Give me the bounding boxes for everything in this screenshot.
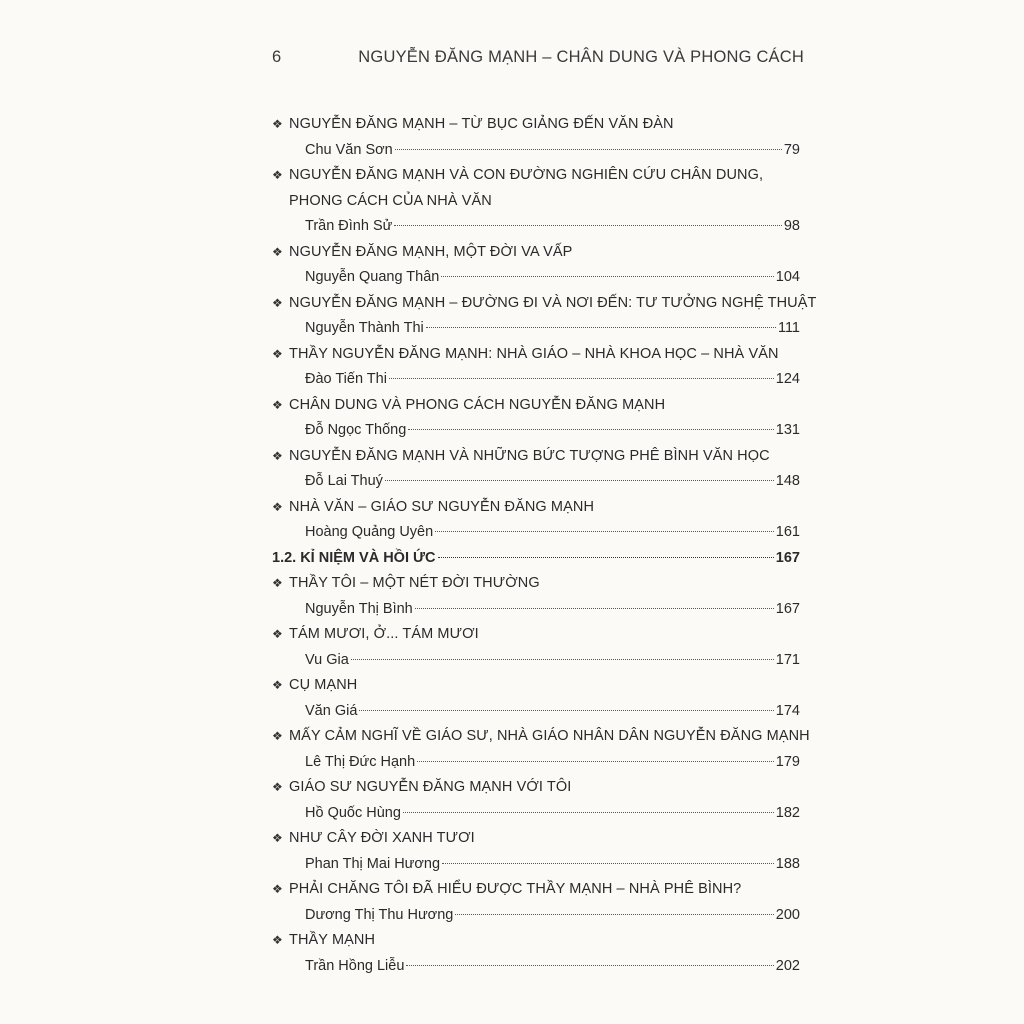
- diamond-bullet-icon: ❖: [272, 244, 283, 259]
- diamond-bullet-icon: ❖: [272, 346, 283, 361]
- dot-leader: [438, 557, 774, 558]
- dot-leader: [395, 149, 782, 150]
- toc-entry[interactable]: [272, 775, 800, 826]
- toc-entry[interactable]: [272, 673, 800, 724]
- entry-author-line: [272, 418, 800, 444]
- dot-leader: [435, 531, 774, 532]
- entry-title-line: [272, 444, 800, 470]
- entry-author: Nguyễn Thành Thi: [305, 320, 424, 336]
- page-number-ref: 202: [775, 957, 800, 974]
- diamond-bullet-icon: ❖: [272, 780, 283, 794]
- toc-entry[interactable]: [272, 571, 800, 622]
- dot-leader: [455, 914, 773, 915]
- entry-title-text: PHẢI CHĂNG TÔI ĐÃ HIỂU ĐƯỢC THẦY MẠNH – NHÀ PHÊ BÌNH?: [289, 881, 742, 897]
- entry-author: Dương Thị Thu Hương: [305, 906, 454, 923]
- dot-leader: [351, 659, 774, 660]
- entry-title-text: NGUYỄN ĐĂNG MẠNH – TỪ BỤC GIẢNG ĐẾN VĂN ĐÀN: [289, 116, 674, 132]
- page-number-ref: 131: [775, 422, 800, 438]
- toc-entry[interactable]: [272, 163, 800, 240]
- entry-author: Đỗ Lai Thuý: [305, 473, 383, 489]
- entry-title-text: GIÁO SƯ NGUYỄN ĐĂNG MẠNH VỚI TÔI: [289, 779, 572, 795]
- diamond-bullet-icon: ❖: [272, 831, 283, 845]
- entry-title-line: [272, 928, 800, 954]
- entry-author-line: [272, 801, 800, 827]
- page-number-ref: 167: [775, 600, 800, 617]
- page-number-ref: 182: [775, 804, 800, 821]
- toc-section-heading[interactable]: [272, 546, 800, 572]
- diamond-bullet-icon: ❖: [272, 448, 283, 463]
- entry-author: Chu Văn Sơn: [305, 141, 393, 158]
- diamond-bullet-icon: ❖: [272, 295, 283, 310]
- dot-leader: [385, 480, 774, 481]
- entry-author-line: [272, 214, 800, 240]
- toc-entry[interactable]: [272, 342, 800, 393]
- entry-author-line: [272, 903, 800, 929]
- entry-author-line: [272, 699, 800, 725]
- toc-entry[interactable]: [272, 444, 800, 495]
- entry-title-line: [272, 826, 800, 852]
- page-number-ref: 200: [775, 906, 800, 923]
- entry-title-text: MẤY CẢM NGHĨ VỀ GIÁO SƯ, NHÀ GIÁO NHÂN DÂN NGUYỄN ĐĂNG MẠNH: [289, 728, 810, 744]
- entry-title-line: [272, 571, 800, 597]
- dot-leader: [389, 378, 774, 379]
- entry-author: Văn Giá: [305, 702, 358, 719]
- entry-title-line: [272, 622, 800, 648]
- entry-title-text: NHƯ CÂY ĐỜI XANH TƯƠI: [289, 830, 475, 846]
- entry-title-line: [272, 291, 817, 317]
- page-number-ref: 124: [775, 371, 800, 387]
- page-number-ref: 167: [775, 549, 800, 566]
- toc-entry[interactable]: [272, 240, 800, 291]
- entry-title-text: NHÀ VĂN – GIÁO SƯ NGUYỄN ĐĂNG MẠNH: [289, 498, 595, 515]
- table-of-contents: [272, 112, 817, 979]
- entry-author: Đỗ Ngọc Thống: [305, 422, 407, 438]
- dot-leader: [442, 863, 774, 864]
- entry-title-text: TÁM MƯƠI, Ở... TÁM MƯƠI: [289, 626, 479, 642]
- entry-author: Nguyễn Quang Thân: [305, 269, 440, 285]
- diamond-bullet-icon: ❖: [272, 627, 283, 641]
- dot-leader: [408, 429, 774, 430]
- toc-entry[interactable]: [272, 877, 800, 928]
- page-number-ref: 179: [775, 753, 800, 770]
- entry-author-line: [272, 597, 800, 623]
- entry-title-line: [272, 163, 800, 189]
- entry-author-line: [272, 316, 800, 342]
- entry-author: Lê Thị Đức Hạnh: [305, 753, 416, 770]
- entry-title-line: [272, 240, 800, 266]
- entry-author-line: [272, 469, 800, 495]
- toc-entry[interactable]: [272, 291, 817, 342]
- entry-title-line: [272, 673, 800, 699]
- running-title: NGUYỄN ĐĂNG MẠNH – CHÂN DUNG VÀ PHONG CÁCH: [358, 48, 804, 66]
- entry-title-text: THẦY NGUYỄN ĐĂNG MẠNH: NHÀ GIÁO – NHÀ KHOA HỌC – NHÀ VĂN: [289, 345, 779, 362]
- entry-author-line: [272, 138, 800, 164]
- entry-title-text: CỤ MẠNH: [289, 677, 358, 693]
- entry-title-text: NGUYỄN ĐĂNG MẠNH, MỘT ĐỜI VA VẤP: [289, 243, 573, 260]
- page-number-ref: 111: [777, 320, 800, 336]
- entry-author: Trần Đình Sử: [305, 218, 393, 234]
- dot-leader: [394, 225, 782, 226]
- entry-author-line: [272, 367, 800, 393]
- entry-title-line: [272, 112, 800, 138]
- diamond-bullet-icon: ❖: [272, 168, 283, 182]
- page-number-ref: 98: [783, 218, 800, 234]
- entry-author-line: [272, 750, 800, 776]
- page-number-ref: 104: [775, 269, 800, 285]
- entry-title-text: THẦY TÔI – MỘT NÉT ĐỜI THƯỜNG: [289, 575, 540, 591]
- entry-author: Vu Gia: [305, 651, 349, 668]
- dot-leader: [426, 327, 776, 328]
- diamond-bullet-icon: ❖: [272, 397, 283, 412]
- page-number-ref: 174: [775, 702, 800, 719]
- entry-author-line: [272, 520, 800, 546]
- section-title: 1.2. KỈ NIỆM VÀ HỒI ỨC: [272, 549, 436, 566]
- page-number: 6: [272, 48, 282, 66]
- entry-title-text: NGUYỄN ĐĂNG MẠNH VÀ NHỮNG BỨC TƯỢNG PHÊ BÌNH VĂN HỌC: [289, 447, 770, 464]
- toc-entry[interactable]: [272, 622, 800, 673]
- entry-title-line: [272, 877, 800, 903]
- toc-entry[interactable]: [272, 826, 800, 877]
- entry-title-line: [272, 342, 800, 368]
- entry-title-line: [272, 495, 800, 521]
- dot-leader: [359, 710, 773, 711]
- entry-title-line: [272, 189, 800, 215]
- dot-leader: [441, 276, 773, 277]
- toc-entry[interactable]: [272, 928, 800, 979]
- entry-title-line: [272, 775, 800, 801]
- page-number-ref: 188: [775, 855, 800, 872]
- diamond-bullet-icon: ❖: [272, 576, 283, 590]
- page-number-ref: 161: [775, 524, 800, 540]
- dot-leader: [403, 812, 774, 813]
- toc-entry[interactable]: [272, 112, 800, 163]
- entry-title-text: PHONG CÁCH CỦA NHÀ VĂN: [289, 192, 492, 209]
- entry-title-text: NGUYỄN ĐĂNG MẠNH – ĐƯỜNG ĐI VÀ NƠI ĐẾN: TƯ TƯỞNG NGHỆ THUẬT: [289, 294, 817, 311]
- page-number-ref: 171: [775, 651, 800, 668]
- diamond-bullet-icon: ❖: [272, 678, 283, 692]
- diamond-bullet-icon: ❖: [272, 729, 283, 743]
- diamond-bullet-icon: ❖: [272, 933, 283, 947]
- entry-author: Nguyễn Thị Bình: [305, 600, 413, 617]
- diamond-bullet-icon: ❖: [272, 499, 283, 514]
- entry-author: Phan Thị Mai Hương: [305, 855, 441, 872]
- entry-author-line: [272, 954, 800, 980]
- toc-entry[interactable]: [272, 495, 800, 546]
- page-number-ref: 148: [775, 473, 800, 489]
- page-number-ref: 79: [783, 141, 800, 158]
- entry-title-text: CHÂN DUNG VÀ PHONG CÁCH NGUYỄN ĐĂNG MẠNH: [289, 396, 666, 413]
- entry-author-line: [272, 265, 800, 291]
- entry-title-text: NGUYỄN ĐĂNG MẠNH VÀ CON ĐƯỜNG NGHIÊN CỨU CHÂN DUNG,: [289, 167, 764, 183]
- entry-title-text: THẦY MẠNH: [289, 932, 376, 948]
- entry-author: Hồ Quốc Hùng: [305, 804, 401, 821]
- toc-entry[interactable]: [272, 724, 810, 775]
- toc-entry[interactable]: [272, 393, 800, 444]
- diamond-bullet-icon: ❖: [272, 117, 283, 131]
- entry-title-line: [272, 393, 800, 419]
- entry-author-line: [272, 852, 800, 878]
- dot-leader: [415, 608, 774, 609]
- entry-author-line: [272, 648, 800, 674]
- entry-author: Hoàng Quảng Uyên: [305, 524, 434, 540]
- entry-title-line: [272, 724, 810, 750]
- dot-leader: [417, 761, 774, 762]
- dot-leader: [406, 965, 773, 966]
- diamond-bullet-icon: ❖: [272, 882, 283, 896]
- entry-author: Trần Hồng Liễu: [305, 957, 405, 974]
- entry-author: Đào Tiến Thi: [305, 371, 387, 387]
